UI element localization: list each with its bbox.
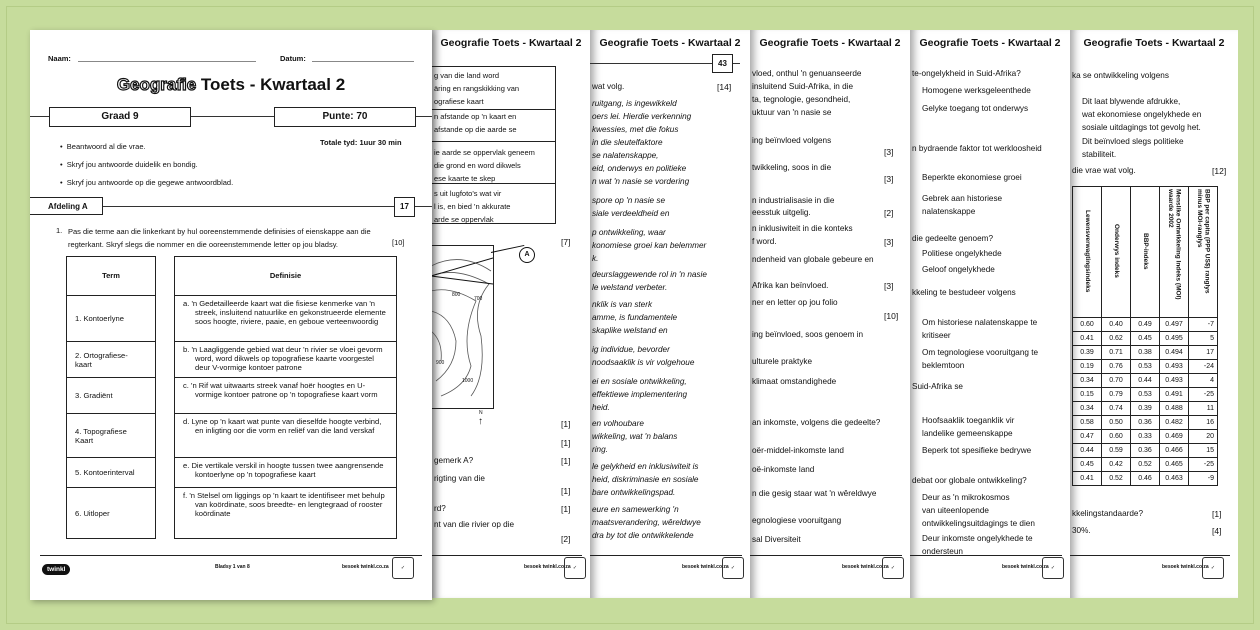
text-line: kwessies, met die fokus [592, 125, 679, 134]
page-4 [750, 30, 910, 598]
contour-label: 1000 [462, 378, 474, 384]
table-cell: 0.493 [1160, 360, 1189, 374]
definition-cell: b. 'n Laagliggende gebied wat deur 'n rivier se vloei gevorm word, word dikwels op topografiese kaarte voorgestel deur V-vormige kontoer patrone [175, 341, 396, 377]
table-row [1073, 318, 1218, 332]
text-line: sal Diversiteit [752, 535, 801, 544]
question-number: 1. [56, 226, 63, 235]
table-cell: -9 [1189, 472, 1218, 486]
column-header-text: BBP-indeks [1141, 232, 1149, 270]
term-cell: 6. Uitloper [67, 487, 155, 538]
text-line: oers lei. Hierdie verkenning [592, 112, 692, 121]
table-cell: 0.76 [1102, 360, 1131, 374]
text-line: heid. [592, 403, 610, 412]
text-line: ontwikkelingsuitdagings te dien [922, 519, 1035, 528]
text-line: Afrika kan beïnvloed. [752, 281, 829, 290]
text-line: n die gesig staar wat 'n wêreldwye [752, 489, 877, 498]
table-cell: 0.52 [1131, 458, 1160, 472]
definition-cell: e. Die vertikale verskil in hoogte tussen twee aangrensende kontoerlyne op 'n topografiese kaart [175, 457, 396, 487]
table-cell: 0.40 [1102, 318, 1131, 332]
marks-label: [2] [561, 534, 571, 544]
table-cell: 0.62 [1102, 332, 1131, 346]
table-cell: 0.79 [1102, 388, 1131, 402]
grade-box: Graad 9 [49, 107, 191, 127]
website-link[interactable]: besoek twinkl.co.za [1162, 564, 1209, 570]
table-cell: 0.34 [1073, 374, 1102, 388]
text-line: Hoofsaaklik toeganklik vir [922, 416, 1015, 425]
marks-label: [1] [561, 456, 571, 466]
table-cell: 0.39 [1073, 346, 1102, 360]
text-line: n industrialisasie in die [752, 196, 835, 205]
text-line: Deur as 'n mikrokosmos [922, 493, 1010, 502]
table-divider [432, 141, 555, 142]
term-cell: 3. Gradiënt [67, 377, 155, 413]
north-arrow-icon: ↑ [478, 416, 483, 427]
text-line: te-ongelykheid in Suid-Afrika? [912, 69, 1021, 78]
text-line: ta, tegnologie, gesondheid, [752, 95, 851, 104]
text-line: Geloof ongelykhede [922, 265, 995, 274]
name-label: Naam: [48, 54, 71, 63]
text-line: oër-middel-inkomste land [752, 446, 844, 455]
text-line: vloed, onthul 'n genuanseerde [752, 69, 862, 78]
marks-label: [3] [884, 174, 894, 184]
table-cell: -25 [1189, 458, 1218, 472]
text-line: eesstuk uitgelig. [752, 208, 811, 217]
text-line: rigting van die [434, 474, 485, 483]
text-line: amme, is fundamentele [592, 313, 678, 322]
column-header [1160, 187, 1189, 318]
table-cell: 11 [1189, 402, 1218, 416]
table-row [1073, 374, 1218, 388]
quality-badge-icon: ✓ [1042, 557, 1064, 579]
text-line: kkelingstandaarde? [1072, 509, 1144, 518]
text-line: in die sleutelfaktore [592, 138, 663, 147]
text-line: p ontwikkeling, waar [592, 228, 666, 237]
text-line: heid, diskriminasie en sosiale [592, 475, 699, 484]
text-line: nklik is van sterk [592, 300, 653, 309]
text-line: insluitend Suid-Afrika, in die [752, 82, 854, 91]
marks-label: [7] [561, 237, 571, 247]
text-line: noodsaaklik is vir volgehoue [592, 358, 695, 367]
table-text: afstande op die aarde se [434, 125, 517, 134]
column-header [1189, 187, 1218, 318]
table-cell: 0.494 [1160, 346, 1189, 360]
table-cell: 0.44 [1131, 374, 1160, 388]
marks-label: [1] [1212, 509, 1222, 519]
section-label: Afdeling A [30, 197, 103, 215]
table-cell: 0.60 [1073, 318, 1102, 332]
text-line: ondersteun [922, 547, 963, 556]
table-cell: 0.49 [1131, 318, 1160, 332]
table-row [1073, 402, 1218, 416]
text-line: n bydraende faktor tot werkloosheid [912, 144, 1042, 153]
text-line: rd? [434, 504, 446, 513]
text-line: konomiese groei kan belemmer [592, 241, 707, 250]
quality-badge-icon: ✓ [722, 557, 744, 579]
text-line: ruitgang, is ingewikkeld [592, 99, 677, 108]
table-cell: 0.41 [1073, 332, 1102, 346]
marks-label: [10] [884, 311, 899, 321]
page-6 [1070, 30, 1238, 598]
table-cell: 0.493 [1160, 374, 1189, 388]
table-cell: 0.50 [1102, 416, 1131, 430]
table-divider [432, 109, 555, 110]
page-1 [30, 30, 432, 600]
table-cell: -24 [1189, 360, 1218, 374]
text-line: wikkeling, wat 'n balans [592, 432, 678, 441]
table-text: ie aarde se oppervlak geneem [434, 148, 535, 157]
table-text: n afstande op 'n kaart en [434, 112, 517, 121]
table-cell: 0.53 [1131, 388, 1160, 402]
text-line: Dit beïnvloed slegs politieke [1082, 137, 1184, 146]
table-cell: 0.38 [1131, 346, 1160, 360]
term-header: Term [102, 271, 120, 280]
hdi-table [1072, 186, 1218, 486]
column-header [1073, 187, 1102, 318]
table-cell: 0.41 [1073, 472, 1102, 486]
marks-label: [1] [561, 504, 571, 514]
text-line: Om historiese nalatenskappe te [922, 318, 1038, 327]
text-line: bare ontwikkelingspad. [592, 488, 676, 497]
column-header [1131, 187, 1160, 318]
text-line: se nalatenskappe, [592, 151, 659, 160]
page-title [30, 75, 432, 95]
text-line: ing beïnvloed, soos genoem in [752, 330, 864, 339]
column-header-text: Onderwys indeks [1112, 224, 1120, 278]
north-label: N [479, 410, 483, 416]
text-line: Om tegnologiese vooruitgang te [922, 348, 1039, 357]
definition-cell: d. Lyne op 'n kaart wat punte van dieselfde hoogte verbind, en inligting oor die vorm en reliëf van die land verskaf [175, 413, 396, 457]
table-text: ografiese kaart [434, 97, 484, 106]
marks-label: [1] [561, 419, 571, 429]
page-header: Geografie Toets - Kwartaal 2 [919, 37, 1061, 49]
table-text: arde se oppervlak [434, 215, 494, 224]
table-cell: -25 [1189, 388, 1218, 402]
total-time: Totale tyd: 1uur 30 min [320, 138, 402, 147]
quality-badge-icon: ✓ [1202, 557, 1224, 579]
table-row [1073, 332, 1218, 346]
text-line: kritiseer [922, 331, 951, 340]
instruction: • Beantwoord al die vrae. [60, 142, 146, 151]
table-cell: 20 [1189, 430, 1218, 444]
twinkl-logo: twinkl [42, 564, 70, 575]
question-marks: [10] [392, 238, 405, 247]
title-logo-word: Geografie [116, 75, 197, 94]
table-row [1073, 388, 1218, 402]
contour-label: 700 [474, 296, 483, 302]
question-text: Pas die terme aan die linkerkant by hul ooreenstemmende definisies of eienskappe aan die regterkant. Skryf slegs die nommer en die ooreenstemmende letter op jou bladsy. [68, 227, 371, 249]
text-line: skaplike welstand en [592, 326, 668, 335]
table-cell: 0.497 [1160, 318, 1189, 332]
table-cell: 0.46 [1131, 472, 1160, 486]
marks-label: [3] [884, 281, 894, 291]
footer-rule [1070, 555, 1230, 556]
table-cell: 0.469 [1160, 430, 1189, 444]
name-line[interactable] [78, 61, 256, 62]
table-row [1073, 472, 1218, 486]
table-cell: 0.60 [1102, 430, 1131, 444]
text-line: ing beïnvloed volgens [752, 136, 832, 145]
text-line: debat oor globale ontwikkeling? [912, 476, 1027, 485]
text-line: 30%. [1072, 526, 1091, 535]
text-line: eid, onderwys en politieke [592, 164, 687, 173]
term-cell: 4. Topografiese Kaart [67, 413, 155, 457]
column-header-text: Menslike Ontwikkeling Indeks (MOI) waarde 2002 [1167, 189, 1182, 300]
footer-rule [590, 555, 742, 556]
table-cell: 0.45 [1073, 458, 1102, 472]
table-cell: 0.463 [1160, 472, 1189, 486]
table-cell: 0.495 [1160, 332, 1189, 346]
definition-cell: f. 'n Stelsel om liggings op 'n kaart te identifiseer met behulp van koördinate, soos breedte- en lengtegraad of rooster koördinate [175, 487, 396, 538]
column-header [1102, 187, 1131, 318]
text-line: k. [592, 254, 599, 263]
table-cell: 4 [1189, 374, 1218, 388]
text-line: ring. [592, 445, 608, 454]
term-cell: 2. Ortografiese- kaart [67, 341, 155, 377]
term-cell: 1. Kontoerlyne [67, 295, 155, 341]
date-label: Datum: [280, 54, 306, 63]
website-link[interactable]: besoek twinkl.co.za [682, 564, 729, 570]
table-cell: 0.71 [1102, 346, 1131, 360]
table-text: ese kaarte te skep [434, 174, 496, 183]
table-cell: 0.465 [1160, 458, 1189, 472]
text-line: landelike gemeenskappe [922, 429, 1013, 438]
definition-cell: a. 'n Gedetailleerde kaart wat die fisiese kenmerke van 'n streek, insluitend natuurlike en gekonstrueerde elemente soos hoogte, riviere, paaie, en geboue verteenwoordig [175, 295, 396, 341]
column-header-text: Lewensverwagtingsindeks [1083, 209, 1091, 293]
marks-label: [2] [884, 208, 894, 218]
table-cell: -7 [1189, 318, 1218, 332]
term-cell: 5. Kontoerinterval [67, 457, 155, 487]
table-cell: 0.491 [1160, 388, 1189, 402]
table-cell: 0.74 [1102, 402, 1131, 416]
text-line: maatsverandering, wêreldwye [592, 518, 701, 527]
text-line: spore op 'n nasie se [592, 196, 666, 205]
table-cell: 0.34 [1073, 402, 1102, 416]
text-line: effektiewe implementering [592, 390, 688, 399]
page-header: Geografie Toets - Kwartaal 2 [759, 37, 901, 49]
text-line: kkeling te bestudeer volgens [912, 288, 1016, 297]
text-line: Deur inkomste ongelykhede te [922, 534, 1033, 543]
text-line: ka se ontwikkeling volgens [1072, 71, 1169, 80]
table-cell: 0.36 [1131, 444, 1160, 458]
table-cell: 0.466 [1160, 444, 1189, 458]
text-line: Homogene werksgeleenthede [922, 86, 1031, 95]
text-line: oë-inkomste land [752, 465, 815, 474]
table-cell: 0.53 [1131, 360, 1160, 374]
title-text: Toets - Kwartaal 2 [200, 75, 346, 94]
marks-label: [12] [1212, 166, 1227, 176]
table-cell: 0.70 [1102, 374, 1131, 388]
text-line: beklemtoon [922, 361, 965, 370]
text-line: n inklusiwiteit in die konteks [752, 224, 853, 233]
contour-label: 800 [452, 292, 461, 298]
text-line: siale verdeeldheid en [592, 209, 670, 218]
page-number: Bladsy 1 van 8 [215, 564, 250, 570]
text-line: Dit laat blywende afdrukke, [1082, 97, 1181, 106]
table-cell: 17 [1189, 346, 1218, 360]
table-cell: 0.33 [1131, 430, 1160, 444]
table-cell: 0.58 [1073, 416, 1102, 430]
text-line: sosiale uitdagings tot gevolg het. [1082, 123, 1201, 132]
text-line: Gelyke toegang tot onderwys [922, 104, 1029, 113]
intro-text: wat volg. [592, 82, 625, 91]
text-line: n wat 'n nasie se vordering [592, 177, 690, 186]
website-link[interactable]: besoek twinkl.co.za [842, 564, 889, 570]
website-link[interactable]: besoek twinkl.co.za [524, 564, 571, 570]
definition-header: Definisie [269, 271, 302, 280]
instruction: • Skryf jou antwoorde duidelik en bondig. [60, 160, 198, 169]
text-line: Suid-Afrika se [912, 382, 963, 391]
text-line: wat ekonomiese ongelykhede en [1082, 110, 1202, 119]
text-line: Politiese ongelykhede [922, 249, 1002, 258]
table-cell: 0.36 [1131, 416, 1160, 430]
text-line: le welstand verbeter. [592, 283, 668, 292]
definition-table [174, 256, 397, 539]
quality-badge-icon: ✓ [564, 557, 586, 579]
table-cell: 0.44 [1073, 444, 1102, 458]
table-row [1073, 416, 1218, 430]
table-cell: 0.488 [1160, 402, 1189, 416]
text-line: Gebrek aan historiese [922, 194, 1003, 203]
table-text: äring en rangskikking van [434, 84, 520, 93]
text-line: uktuur van 'n nasie se [752, 108, 832, 117]
text-line: an inkomste, volgens die gedeelte? [752, 418, 881, 427]
table-text: l is, en bied 'n akkurate [434, 202, 511, 211]
text-line: klimaat omstandighede [752, 377, 837, 386]
footer-rule [40, 555, 422, 556]
website-link[interactable]: besoek twinkl.co.za [1002, 564, 1049, 570]
table-text: g van die land word [434, 71, 500, 80]
table-cell: 0.482 [1160, 416, 1189, 430]
page-header: Geografie Toets - Kwartaal 2 [440, 37, 582, 49]
points-box: Punte: 70 [274, 107, 416, 127]
contour-label: 900 [436, 360, 445, 366]
text-line: le gelykheid en inklusiwiteit is [592, 462, 699, 471]
contour-map [432, 245, 494, 409]
footer-rule [432, 555, 582, 556]
footer-rule [750, 555, 902, 556]
table-header-row [1073, 187, 1218, 318]
table-cell: 16 [1189, 416, 1218, 430]
page-header: Geografie Toets - Kwartaal 2 [599, 37, 741, 49]
marks-label: [1] [561, 486, 571, 496]
table-text: s uit lugfoto's wat vir [434, 189, 502, 198]
text-line: dra by tot die ontwikkelende [592, 531, 694, 540]
text-line: twikkeling, soos in die [752, 163, 832, 172]
marks-label: [3] [884, 147, 894, 157]
text-line: deurslaggewende rol in 'n nasie [592, 270, 707, 279]
marks-label: [1] [561, 438, 571, 448]
text-line: ndenheid van globale gebeure en [752, 255, 874, 264]
text-line: Beperk tot spesifieke bedrywe [922, 446, 1032, 455]
date-line[interactable] [312, 61, 414, 62]
table-cell: 0.59 [1102, 444, 1131, 458]
marks-label: [4] [1212, 526, 1222, 536]
column-header-text: BBP per capita (PPP US$) ranglys minus MOI-ranglys [1196, 189, 1211, 294]
text-line: f word. [752, 237, 777, 246]
table-cell: 0.42 [1102, 458, 1131, 472]
page-2 [432, 30, 590, 598]
section-marks: 17 [394, 197, 415, 217]
text-line: ei en sosiale ontwikkeling, [592, 377, 687, 386]
table-text: die grond en word dikwels [434, 161, 521, 170]
text-line: ner en letter op jou folio [752, 298, 838, 307]
table-cell: 0.39 [1131, 402, 1160, 416]
table-row [1073, 444, 1218, 458]
instructions-list [60, 138, 233, 192]
text-line: nalatenskappe [922, 207, 976, 216]
text-line: nt van die rivier op die [434, 520, 515, 529]
text-line: ig individue, bevorder [592, 345, 670, 354]
text-line: ulturele praktyke [752, 357, 813, 366]
marks-label: [3] [884, 237, 894, 247]
definition-cell: c. 'n Rif wat uitwaarts streek vanaf hoër hoogtes en U-vormige kontoer patrone op 'n topografiese kaart vorm [175, 377, 396, 413]
text-line: gemerk A? [434, 456, 474, 465]
page-5 [910, 30, 1070, 598]
quality-badge-icon: ✓ [882, 557, 904, 579]
text-line: die gedeelte genoem? [912, 234, 994, 243]
table-cell: 0.15 [1073, 388, 1102, 402]
marks-label: [14] [717, 82, 732, 92]
table-cell: 15 [1189, 444, 1218, 458]
quality-badge-icon: ✓ [392, 557, 414, 579]
text-line: die vrae wat volg. [1072, 166, 1136, 175]
table-cell: 0.47 [1073, 430, 1102, 444]
text-line: eure en samewerking 'n [592, 505, 679, 514]
map-label-a: A [519, 247, 535, 263]
text-line: en volhoubare [592, 419, 644, 428]
table-cell: 5 [1189, 332, 1218, 346]
text-line: Beperkte ekonomiese groei [922, 173, 1022, 182]
table-cell: 0.52 [1102, 472, 1131, 486]
website-link[interactable]: besoek twinkl.co.za [342, 564, 389, 570]
table-cell: 0.45 [1131, 332, 1160, 346]
table-row [1073, 458, 1218, 472]
table-row [1073, 346, 1218, 360]
table-cell: 0.19 [1073, 360, 1102, 374]
table-row [1073, 360, 1218, 374]
page-3 [590, 30, 750, 598]
section-marks: 43 [712, 54, 733, 73]
text-line: van uiteenlopende [922, 506, 989, 515]
text-line: egnologiese vooruitgang [752, 516, 842, 525]
text-line: stabiliteit. [1082, 150, 1117, 159]
instruction: • Skryf jou antwoorde op die gegewe antwoordblad. [60, 178, 234, 187]
table-row [1073, 430, 1218, 444]
term-table [66, 256, 156, 539]
page-header: Geografie Toets - Kwartaal 2 [1083, 37, 1225, 49]
